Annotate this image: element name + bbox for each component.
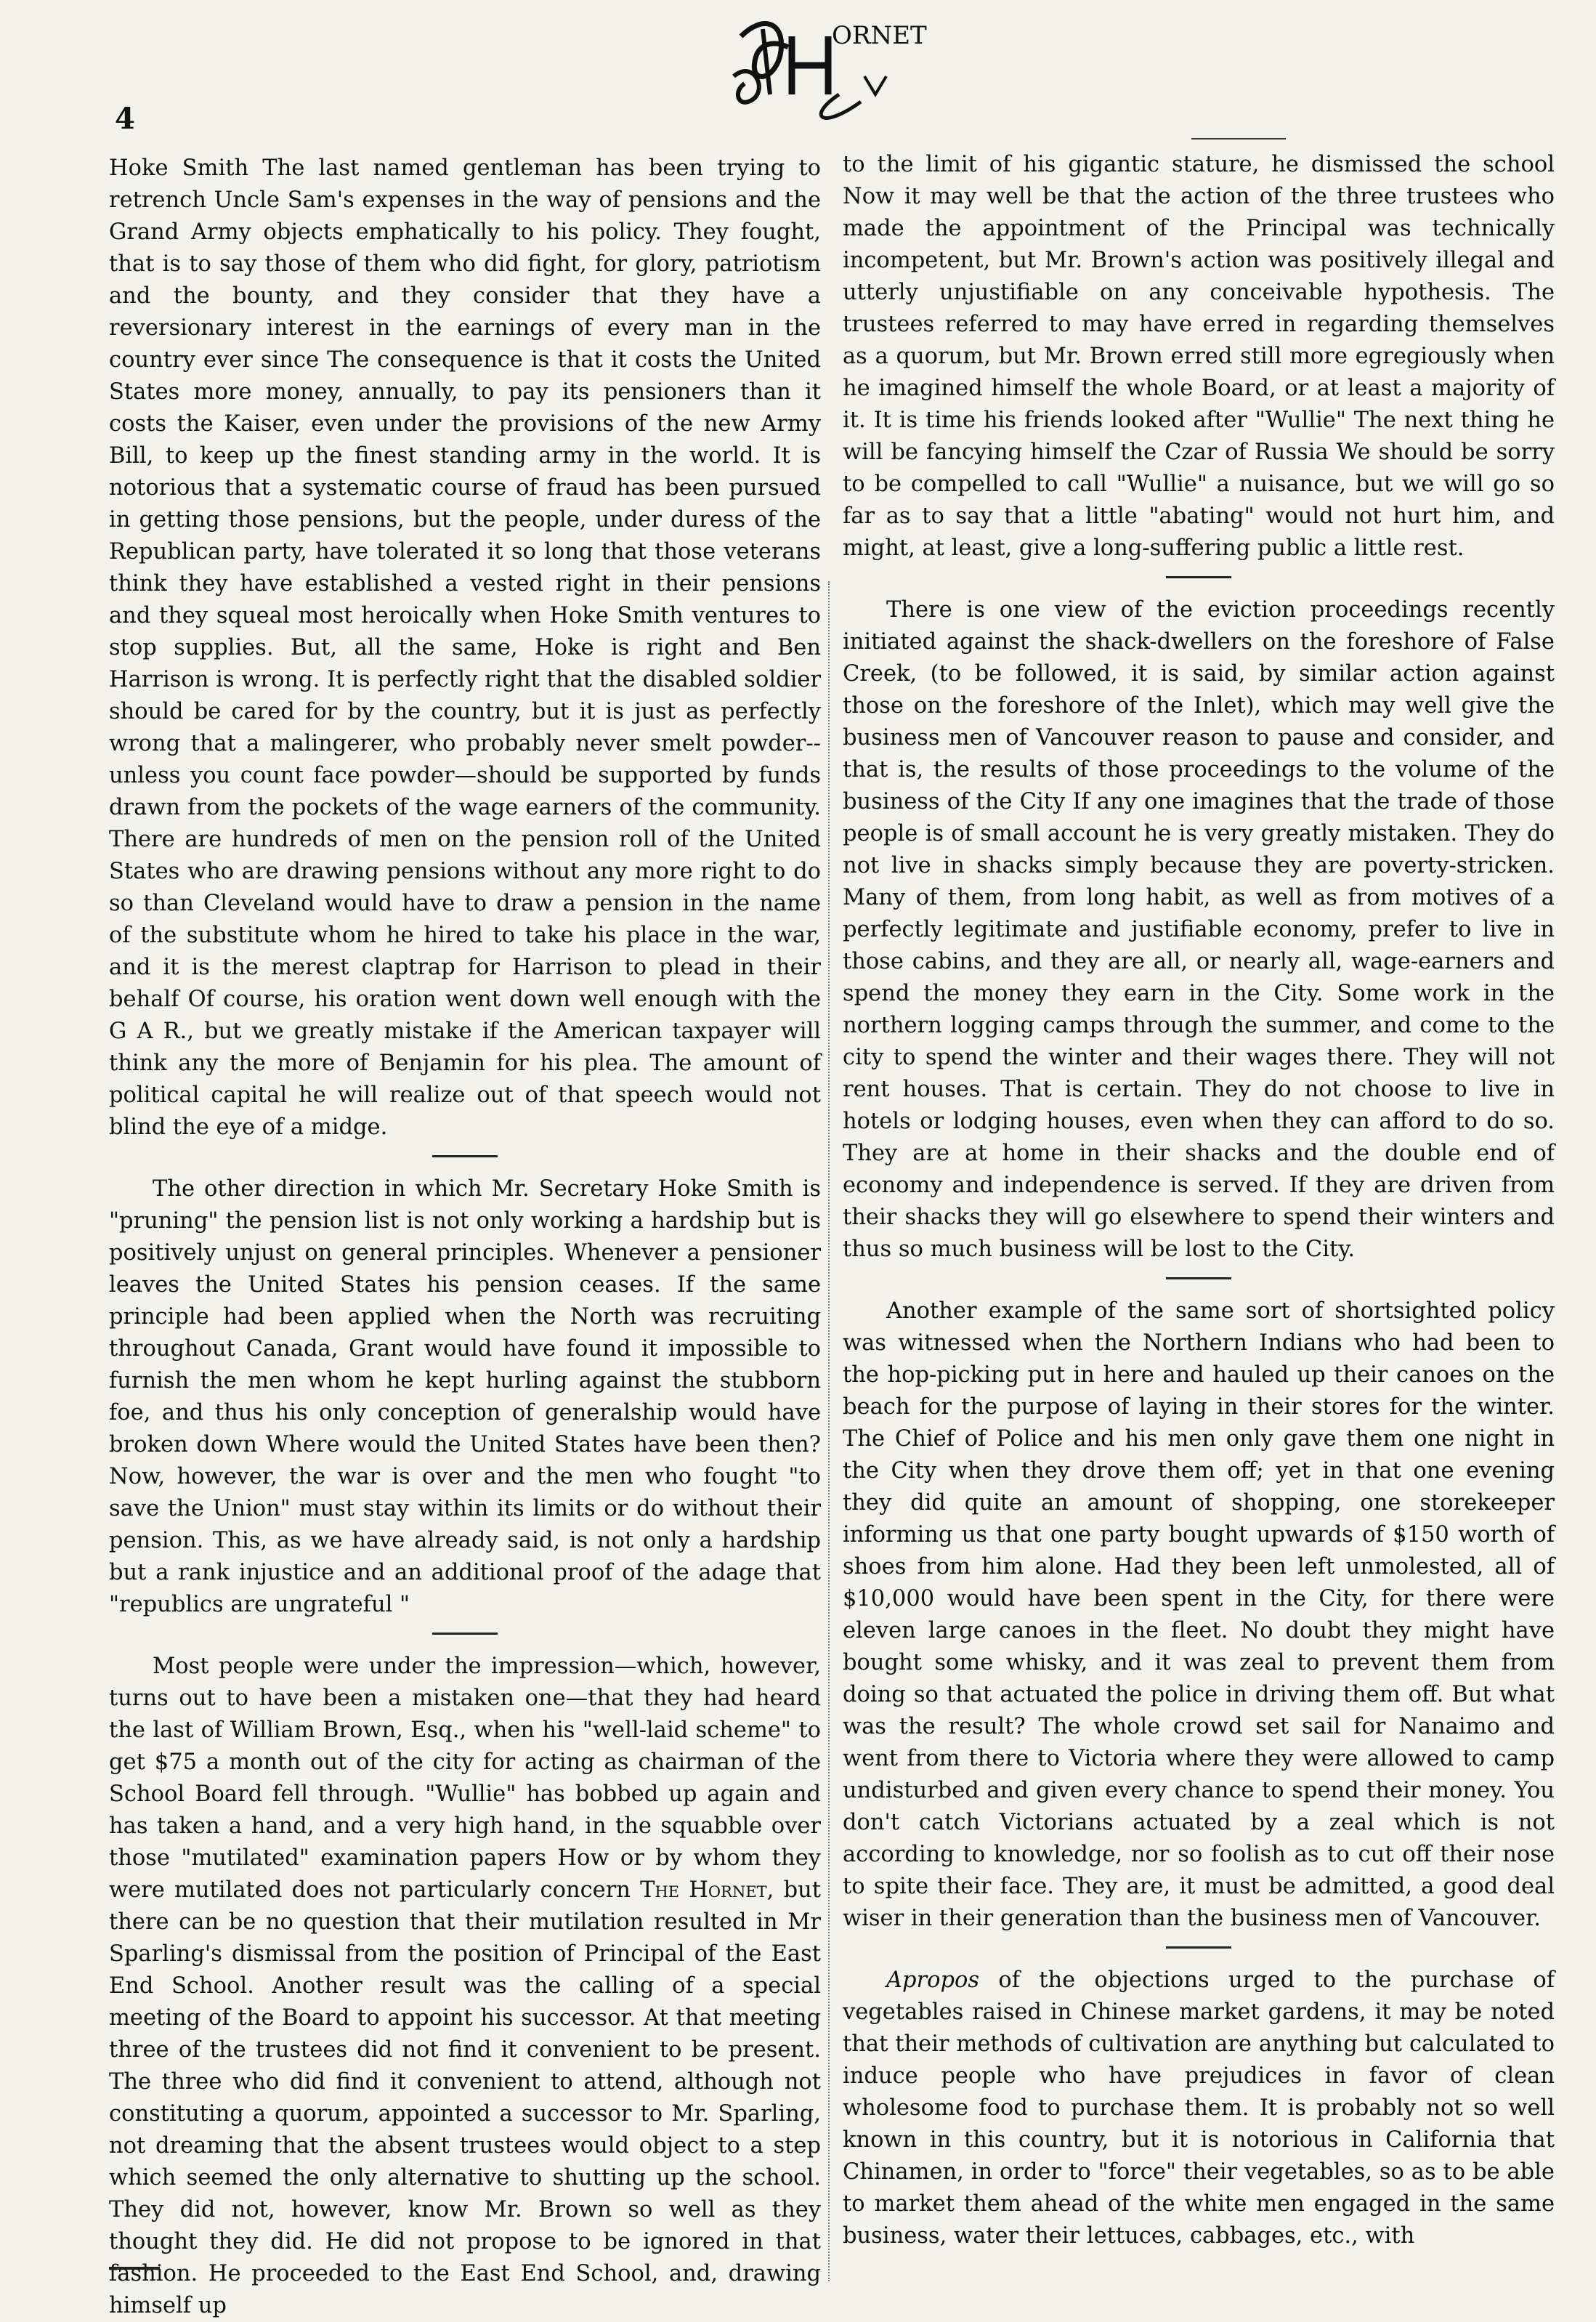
section-separator	[1166, 576, 1231, 578]
hornet-name: The Hornet	[640, 1877, 767, 1903]
article-william-brown-continued: to the limit of his gigantic stature, he dismissed the school Now it may well be that the action of the three trustees who made the appointment of the Principal was technically incompetent, but Mr. Brown's action was positively illegal and utterly unjustifiable on any conceivable hypothesis. The trustees referred to may have erred in regarding themselves as a quorum, but Mr. Brown erred still more egregiously when he imagined himself the whole Board, or at least a majority of it. It is time his friends looked after "Wullie" The next thing he will be fancying himself the Czar of Russia We should be sorry to be compelled to call "Wullie" a nuisance, but we will go so far as to say that a little "abating" would not hurt him, and might, at least, give a long-suffering public a little rest.	[843, 152, 1555, 561]
article-pension-pruning: The other direction in which Mr. Secretary Hoke Smith is "pruning" the pension list is not only working a hardship but is positively unjust on general principles. Whenever a pensioner leaves the United States his pension ceases. If the same principle had been applied when the North was recruiting throughout Canada, Grant would have found it impossible to furnish the men whom he kept hurling against the stubborn foe, and thus his only conception of generalship would have broken down Where would the United States have been then? Now, however, the war is over and the men who fought "to save the Union" must stay within its limits or do without their pension. This, as we have already said, is not only a hardship but a rank injustice and an additional proof of the adage that "republics are ungrateful "	[109, 1176, 821, 1617]
article-chinese-gardens	[843, 1965, 1555, 2252]
article-shack-dwellers: There is one view of the eviction proceedings recently initiated against the shack-dwellers on the foreshore of False Creek, (to be followed, it is said, by similar action against those on the foreshore of the Inlet), which may well give the business men of Vancouver reason to pause and consider, and that is, the results of those proceedings to the volume of the business of the City If any one imagines that the trade of those people is of small account he is very greatly mistaken. They do not live in shacks simply because they are poverty-stricken. Many of them, from long habit, as well as from motives of a perfectly legitimate and justifiable economy, prefer to live in those cabins, and they are all, or nearly all, wage-earners and spend the money they earn in the City. Some work in the northern logging camps through the summer, and come to the city to spend the winter and their wages there. They will not rent houses. That is certain. They do not choose to live in hotels or lodging houses, even when they can afford to do so. They are at home in their shacks and the double end of economy and independence is served. If they are driven from their shacks they will go elsewhere to spend their winters and thus so much business will be lost to the City.	[843, 597, 1555, 1262]
article-text: Most people were under the impression—which, however, turns out to have been a mistaken one—that they had heard the last of William Brown, Esq., when his "well-laid scheme" to get $75 a month out of the city for acting as chairman of the School Board fell through. "Wullie" has bobbed up again and has taken a hand, and a very high hand, in the squabble over those "mutilated" examination papers How or by whom they were mutilated does not particularly concern	[109, 1654, 821, 1903]
article-northern-indians: Another example of the same sort of shortsighted policy was witnessed when the Northern Indians who had been to the hop-picking put in here and hauled up their canoes on the beach for the purpose of laying in their stores for the winter. The Chief of Police and his men only gave them one night in the City when they drove them off; yet in that one evening they did quite an amount of shopping, one storekeeper informing us that one party bought upwards of $150 worth of shoes from him alone. Had they been left unmolested, all of $10,000 would have been spent in the City, for there were eleven large canoes in the fleet. No doubt they might have bought some whisky, and it was zeal to prevent them from doing so that actuated the police in driving them off. But what was the result? The whole crowd set sail for Nanaimo and went from there to Victoria where they were allowed to camp undisturbed and given every chance to spend their money. You don't catch Victorians actuated by a zeal which is not according to knowledge, nor so foolish as to cut off their nose to spite their face. They are, it must be admitted, a good deal wiser in their generation than the business men of Vancouver.	[843, 1298, 1555, 1931]
masthead	[0, 0, 1596, 136]
article-text: , but there can be no question that their mutilation resulted in Mr Sparling's dismissal from the position of Principal of the East End School. Another result was the calling of a special meeting of the Board to appoint his successor. At that meeting three of the trustees did not find it convenient to be present. The three who did find it convenient to attend, although not constituting a quorum, appointed a successor to Mr. Sparling, not dreaming that the absent trustees would object to a step which seemed the only alternative to shutting up the school. They did not, however, know Mr. Brown so well as they thought they did. He did not propose to be ignored in that fashion. He proceeded to the East End School, and, drawing himself up	[109, 1877, 821, 2318]
article-william-brown	[109, 1651, 821, 2322]
top-rule	[1191, 138, 1286, 139]
apropos-italic: Apropos	[886, 1967, 980, 1993]
article-hoke-smith-pensions: Hoke Smith The last named gentleman has been trying to retrench Uncle Sam's expenses in the way of pensions and the Grand Army objects emphatically to his policy. They fought, that is to say those of them who did fight, for glory, patriotism and the bounty, and they consider that they have a reversionary interest in the earnings of every man in the country ever since The consequence is that it costs the United States more money, annually, to pay its pensioners than it costs the Kaiser, even under the provisions of the new Army Bill, to keep up the finest standing army in the world. It is notorious that a systematic course of fraud has been pursued in getting those pensions, but the people, under duress of the Republican party, have tolerated it so long that those veterans think they have established a vested right in their pensions and they squeal most heroically when Hoke Smith ventures to stop supplies. But, all the same, Hoke is right and Ben Harrison is wrong. It is perfectly right that the disabled soldier should be cared for by the country, but it is just as perfectly wrong that a malingerer, who probably never smelt powder--unless you count face powder—should be supported by funds drawn from the pockets of the wage earners of the community. There are hundreds of men on the pension roll of the United States who are drawing pensions without any more right to do so than Cleveland would have to draw a pension in the name of the substitute whom he hired to take his place in the war, and it is the merest claptrap for Harrison to plead in their behalf Of course, his oration went down well enough with the G A R., but we greatly mistake if the American taxpayer will think any the more of Benjamin for his plea. The amount of political capital he will realize out of that speech would not blind the eye of a midge.	[109, 155, 821, 1140]
section-separator	[1166, 1946, 1231, 1949]
page-number: 4	[115, 102, 135, 136]
column-divider	[828, 581, 830, 2281]
logo-lettering: ORNET	[832, 21, 927, 50]
section-separator	[432, 1155, 498, 1157]
hornet-logo	[719, 7, 927, 116]
right-column	[843, 149, 1555, 2252]
left-column	[109, 153, 821, 2322]
bottom-mark	[109, 2267, 160, 2270]
article-text: of the objections urged to the purchase of vegetables raised in Chinese market gardens, it may be noted that their methods of cultivation are anything but calculated to induce people who have prejudices in favor of clean wholesome food to purchase them. It is probably not so well known in this country, but it is notorious in California that Chinamen, in order to "force" their vegetables, so as to be able to market them ahead of the white men engaged in the same business, water their lettuces, cabbages, etc., with	[843, 1967, 1555, 2249]
section-separator	[432, 1633, 498, 1635]
section-separator	[1166, 1277, 1231, 1279]
